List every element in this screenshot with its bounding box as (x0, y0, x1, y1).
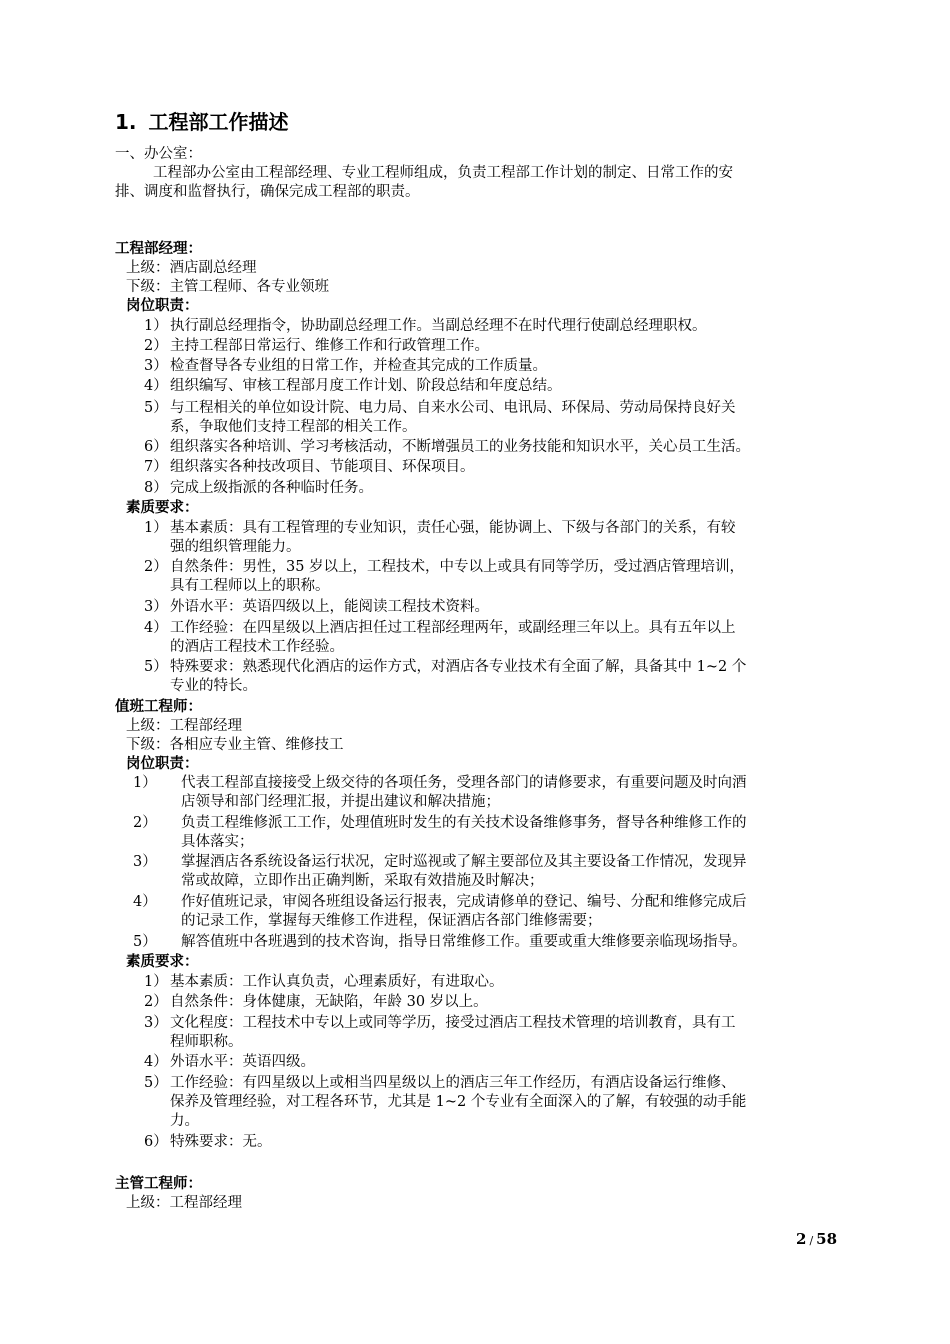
list-text-line: 执行副总经理指令，协助副总经理工作。当副总经理不在时代理行使副总经理职权。 (170, 318, 707, 334)
list-number: 8） (144, 480, 168, 496)
list-number: 7） (144, 459, 168, 475)
list-number: 5） (144, 400, 168, 416)
list-number: 1） (144, 520, 168, 536)
list-text-line: 特殊要求：无。 (170, 1134, 272, 1150)
list-text-line: 的记录工作，掌握每天维修工作进程，保证酒店各部门维修需要； (181, 913, 602, 929)
list-number: 5） (144, 659, 168, 675)
list-text-line: 检查督导各专业组的日常工作，并检查其完成的工作质量。 (170, 358, 547, 374)
list-number: 5） (144, 1075, 168, 1091)
list-number: 2） (144, 559, 168, 575)
duty-engineer-duties-title: 岗位职责： (126, 756, 199, 772)
list-number: 3） (144, 358, 168, 374)
list-number: 5） (133, 934, 157, 950)
list-number: 1） (133, 775, 157, 791)
list-number: 3） (144, 1015, 168, 1031)
list-text-line: 具有工程师以上的职称。 (170, 578, 330, 594)
list-number: 2） (144, 994, 168, 1010)
list-text-line: 的酒店工程技术工作经验。 (170, 639, 344, 655)
list-number: 4） (144, 620, 168, 636)
list-number: 1） (144, 974, 168, 990)
list-text-line: 工作经验：在四星级以上酒店担任过工程部经理两年，或副经理三年以上。具有五年以上 (170, 620, 736, 636)
list-text-line: 工作经验：有四星级以上或相当四星级以上的酒店三年工作经历，有酒店设备运行维修、 (170, 1075, 736, 1091)
section-heading (115, 106, 289, 135)
list-number: 4） (144, 378, 168, 394)
section-number: 1. (115, 110, 137, 134)
list-number: 2） (133, 815, 157, 831)
list-number: 4） (133, 894, 157, 910)
page-number (796, 1230, 837, 1248)
list-text-line: 基本素质：具有工程管理的专业知识，责任心强，能协调上、下级与各部门的关系，有较 (170, 520, 736, 536)
list-text-line: 程师职称。 (170, 1034, 243, 1050)
list-text-line: 组织编写、审核工程部月度工作计划、阶段总结和年度总结。 (170, 378, 562, 394)
list-number: 4） (144, 1054, 168, 1070)
office-label: 一、办公室： (115, 146, 202, 162)
list-text-line: 具体落实； (181, 834, 254, 850)
list-text-line: 保养及管理经验，对工程各环节，尤其是 1~2 个专业有全面深入的了解，有较强的动手能 (170, 1094, 747, 1110)
duty-engineer-superior: 上级：工程部经理 (126, 718, 242, 734)
list-text-line: 完成上级指派的各种临时任务。 (170, 480, 373, 496)
list-number: 6） (144, 1134, 168, 1150)
chief-engineer-superior: 上级：工程部经理 (126, 1195, 242, 1211)
list-text-line: 基本素质：工作认真负责，心理素质好，有进取心。 (170, 974, 504, 990)
page-total: 58 (816, 1230, 838, 1248)
list-number: 3） (133, 854, 157, 870)
office-desc-line2: 排、调度和监督执行，确保完成工程部的职责。 (115, 184, 420, 200)
list-text-line: 特殊要求：熟悉现代化酒店的运作方式，对酒店各专业技术有全面了解，具备其中 1~2 个 (170, 659, 747, 675)
list-text-line: 与工程相关的单位如设计院、电力局、自来水公司、电讯局、环保局、劳动局保持良好关 (170, 400, 736, 416)
chief-engineer-title: 主管工程师： (115, 1176, 202, 1192)
manager-duties-title: 岗位职责： (126, 298, 199, 314)
manager-superior: 上级：酒店副总经理 (126, 260, 257, 276)
duty-engineer-title: 值班工程师： (115, 699, 202, 715)
list-text-line: 代表工程部直接接受上级交待的各项任务，受理各部门的请修要求，有重要问题及时向酒 (181, 775, 747, 791)
list-text-line: 组织落实各种技改项目、节能项目、环保项目。 (170, 459, 475, 475)
duty-engineer-quality-title: 素质要求： (126, 954, 199, 970)
page-separator: / (809, 1234, 814, 1247)
list-text-line: 强的组织管理能力。 (170, 539, 301, 555)
list-text-line: 自然条件：身体健康，无缺陷，年龄 30 岁以上。 (170, 994, 488, 1010)
page-current: 2 (796, 1230, 807, 1248)
list-number: 3） (144, 599, 168, 615)
list-text-line: 系，争取他们支持工程部的相关工作。 (170, 419, 417, 435)
manager-quality-title: 素质要求： (126, 500, 199, 516)
list-text-line: 店领导和部门经理汇报，并提出建议和解决措施； (181, 794, 500, 810)
manager-title: 工程部经理： (115, 241, 202, 257)
list-text-line: 组织落实各种培训、学习考核活动，不断增强员工的业务技能和知识水平，关心员工生活。 (170, 439, 750, 455)
list-number: 1） (144, 318, 168, 334)
list-text-line: 常或故障，立即作出正确判断，采取有效措施及时解决； (181, 873, 544, 889)
list-number: 2） (144, 338, 168, 354)
manager-subordinate: 下级：主管工程师、各专业领班 (126, 279, 329, 295)
list-text-line: 作好值班记录，审阅各班组设备运行报表，完成请修单的登记、编号、分配和维修完成后 (181, 894, 747, 910)
section-title: 工程部工作描述 (148, 110, 289, 134)
office-desc-line1: 工程部办公室由工程部经理、专业工程师组成，负责工程部工作计划的制定、日常工作的安 (153, 165, 733, 181)
list-text-line: 负责工程维修派工工作，处理值班时发生的有关技术设备维修事务，督导各种维修工作的 (181, 815, 747, 831)
list-text-line: 解答值班中各班遇到的技术咨询，指导日常维修工作。重要或重大维修要亲临现场指导。 (181, 934, 747, 950)
list-text-line: 掌握酒店各系统设备运行状况，定时巡视或了解主要部位及其主要设备工作情况，发现异 (181, 854, 747, 870)
list-text-line: 主持工程部日常运行、维修工作和行政管理工作。 (170, 338, 489, 354)
list-text-line: 外语水平：英语四级。 (170, 1054, 315, 1070)
list-text-line: 外语水平：英语四级以上，能阅读工程技术资料。 (170, 599, 489, 615)
list-text-line: 自然条件：男性，35 岁以上，工程技术，中专以上或具有同等学历，受过酒店管理培训， (170, 559, 745, 575)
list-text-line: 力。 (170, 1113, 199, 1129)
duty-engineer-subordinate: 下级：各相应专业主管、维修技工 (126, 737, 344, 753)
list-text-line: 文化程度：工程技术中专以上或同等学历，接受过酒店工程技术管理的培训教育，具有工 (170, 1015, 736, 1031)
list-text-line: 专业的特长。 (170, 678, 257, 694)
list-number: 6） (144, 439, 168, 455)
